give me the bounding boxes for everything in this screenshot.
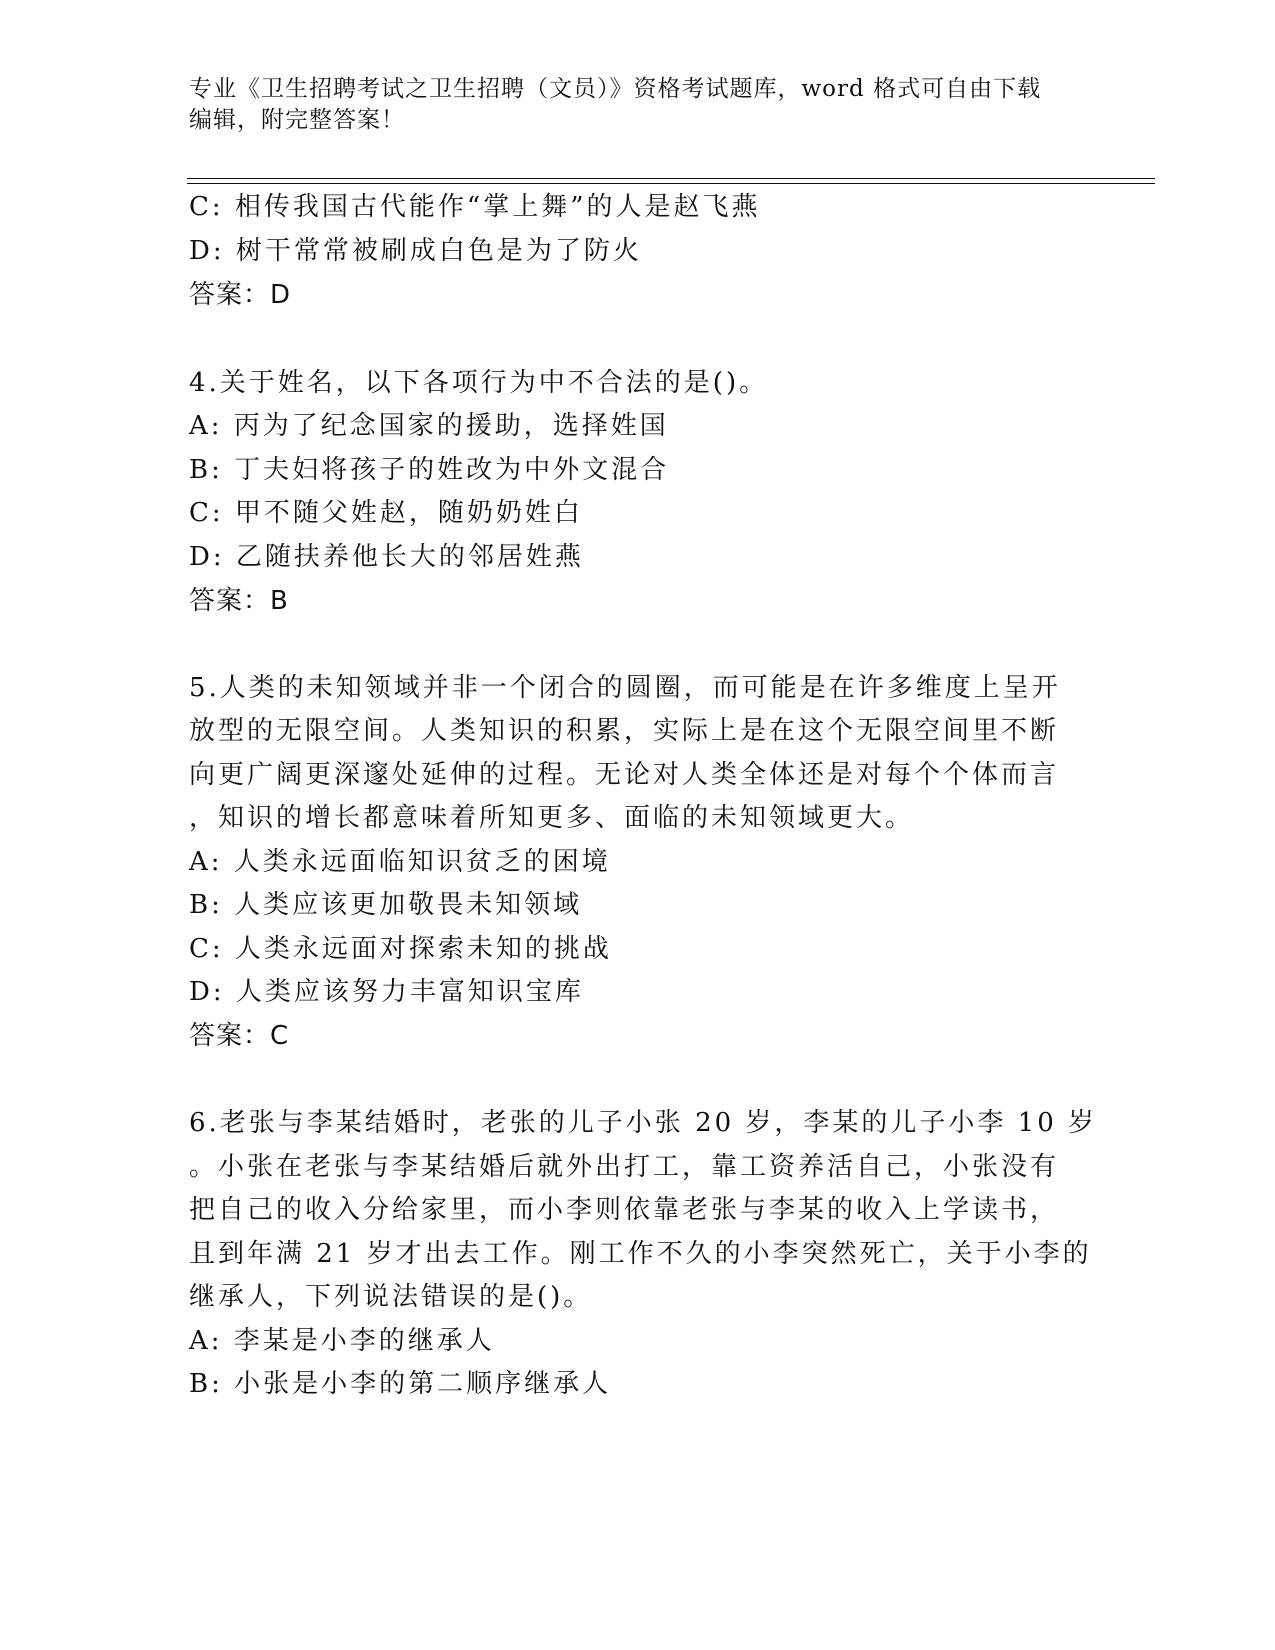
q3-answer: 答案：D <box>189 280 292 310</box>
q5-question-line-3: 向更广阔更深邃处延伸的过程。无论对人类全体还是对每个个体而言 <box>189 760 1060 790</box>
q6-question-line-5: 继承人，下列说法错误的是()。 <box>189 1282 593 1312</box>
q6-question-line-3: 把自己的收入分给家里，而小李则依靠老张与李某的收入上学读书， <box>189 1195 1060 1225</box>
q5-option-c: C: 人类永远面对探索未知的挑战 <box>189 934 612 964</box>
q5-option-d: D: 人类应该努力丰富知识宝库 <box>189 977 584 1007</box>
q4-answer: 答案：B <box>189 586 289 616</box>
q4-option-b: B: 丁夫妇将孩子的姓改为中外文混合 <box>189 455 670 485</box>
q4-option-a: A: 丙为了纪念国家的援助，选择姓国 <box>189 411 669 441</box>
q3-option-d: D: 树干常常被刷成白色是为了防火 <box>189 236 642 266</box>
q5-question-line-2: 放型的无限空间。人类知识的积累，实际上是在这个无限空间里不断 <box>189 716 1060 746</box>
header-line-2: 编辑，附完整答案！ <box>189 107 405 133</box>
q6-question-line-2: 。小张在老张与李某结婚后就外出打工，靠工资养活自己，小张没有 <box>189 1152 1060 1182</box>
q5-question-line-1: 5.人类的未知领域并非一个闭合的圆圈，而可能是在许多维度上呈开 <box>189 673 1061 703</box>
q6-question-line-4: 且到年满 21 岁才出去工作。刚工作不久的小李突然死亡，关于小李的 <box>189 1239 1092 1269</box>
q5-option-b: B: 人类应该更加敬畏未知领域 <box>189 890 583 920</box>
q4-question: 4.关于姓名，以下各项行为中不合法的是()。 <box>189 368 769 398</box>
q5-answer: 答案：C <box>189 1021 290 1051</box>
header-divider-top <box>187 178 1155 179</box>
q5-option-a: A: 人类永远面临知识贫乏的困境 <box>189 847 611 877</box>
header-line-1: 专业《卫生招聘考试之卫生招聘（文员）》资格考试题库，word 格式可自由下载 <box>189 76 1042 102</box>
document-header <box>189 74 1069 136</box>
q6-option-a: A: 李某是小李的继承人 <box>189 1326 495 1356</box>
header-divider-bottom <box>187 183 1155 184</box>
q4-option-c: C: 甲不随父姓赵，随奶奶姓白 <box>189 498 583 528</box>
q4-option-d: D: 乙随扶养他长大的邻居姓燕 <box>189 542 584 572</box>
q3-option-c: C: 相传我国古代能作“掌上舞”的人是赵飞燕 <box>189 192 761 222</box>
q5-question-line-4: ，知识的增长都意味着所知更多、面临的未知领域更大。 <box>189 803 915 833</box>
q6-option-b: B: 小张是小李的第二顺序继承人 <box>189 1369 612 1399</box>
q6-question-line-1: 6.老张与李某结婚时，老张的儿子小张 20 岁，李某的儿子小李 10 岁 <box>189 1108 1098 1138</box>
